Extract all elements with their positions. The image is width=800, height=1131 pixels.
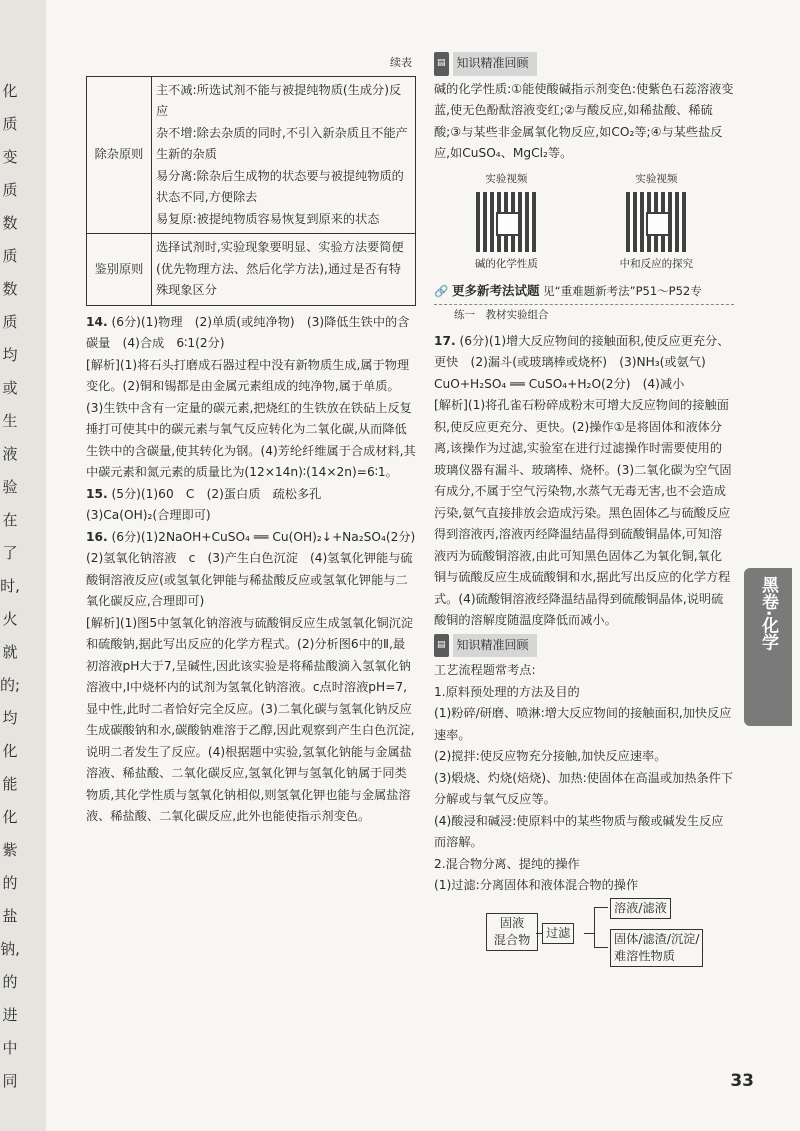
explanation-text: [解析](1)将孔雀石粉碎成粉末可增大反应物间的接触面积,使反应更充分、更快。(2)操作①是将固体和液体分离,该操作为过滤,实验室在进行过滤操作时需要使用的玻璃仪器有漏斗、玻璃棒、烧杯。(3)二氧化碳为空气固有成分,不属于空气污染物,水蒸气无毒无害,也不会造成污染,氨气直接排放会造成污染。黑色固体乙与硫酸反应得到溶液丙,溶液丙经降温结晶得到硫酸铜晶体,可知溶液丙为硫酸铜溶液,由此可知黑色固体乙为氧化铜,氧化铜与硫酸反应生成硫酸铜和水,据此写出反应的化学方程式。(4)硫酸铜溶液经降温结晶得到硫酸铜晶体,说明硫酸铜的溶解度随温度降低而减小。 (434, 398, 732, 627)
review-header (434, 52, 734, 76)
review-tag: 知识精准回顾 (453, 634, 537, 658)
process-title: 工艺流程题常考点: (434, 663, 536, 677)
flow-output-bottom: 固体/滤渣/沉淀/ 难溶性物质 (610, 929, 703, 967)
spine-char: 数 (2, 280, 18, 298)
answer-17 (434, 331, 734, 632)
review-icon: ▤ (434, 52, 449, 76)
spine-char: 就 (2, 643, 18, 661)
spine-char: 化 (2, 82, 18, 100)
qr-block[interactable] (620, 169, 694, 276)
flow-split-line (594, 907, 595, 947)
spine-char: 火 (2, 610, 18, 628)
qr-top-label: 实验视频 (635, 172, 678, 185)
list-item: (4)酸浸和碱浸:使原料中的某些物质与酸或碱发生反应而溶解。 (434, 813, 724, 849)
filtration-diagram (434, 900, 734, 965)
spine-char: 进 (2, 1006, 18, 1024)
qr-top-label: 实验视频 (485, 172, 528, 185)
spine-char: 质 (2, 181, 18, 199)
table-body-cell: 主不减:所选试剂不能与被提纯物质(生成分)反应 杂不增:除去杂质的同时,不引入新杂质且不能产生新的杂质 易分离:除杂后生成物的状态要与被提纯物质的状态不同,方便除去 易复原:被提纯物质容易恢复到原来的状态 (152, 76, 416, 234)
question-number: 17. (434, 333, 456, 348)
spine-char: 液 (2, 445, 18, 463)
review-header (434, 634, 734, 658)
qr-code-icon[interactable] (476, 192, 536, 252)
spine-char: 质 (2, 247, 18, 265)
more-subtitle: 练一 教材实验组合 (454, 309, 549, 321)
more-tests-line (434, 280, 734, 306)
spine-char: 了 (2, 544, 18, 562)
question-number: 15. (86, 486, 108, 501)
spine-char: 变 (2, 148, 18, 166)
spine-char: 在 (2, 511, 18, 529)
spine-char: 数 (2, 214, 18, 232)
flow-arrow (594, 947, 608, 948)
process-section-title: 2.混合物分离、提纯的操作 (434, 856, 580, 871)
flow-process-box: 过滤 (542, 923, 574, 944)
explanation-text: [解析](1)将石头打磨成石器过程中没有新物质生成,属于物理变化。(2)铜和锡都是由金属元素组成的纯净物,属于单质。(3)生铁中含有一定量的碳元素,把烧红的生铁放在铁砧上反复捶打可使其中的碳元素与氧气反应转化为二氧化碳,从而降低生铁中的含碳量,使其转化为钢。(4)芳纶纤维属于合成材料,其中碳元素和氮元素的质量比为(12×14n)∶(14×2n)=6∶1。 (86, 357, 416, 479)
list-item: (1)粉碎/研磨、喷淋:增大反应物间的接触面积,加快反应速率。 (434, 706, 732, 742)
side-tab-label: 黑卷·化学 (758, 576, 778, 651)
process-section-title: 1.原料预处理的方法及目的 (434, 684, 580, 699)
document-page (46, 0, 800, 1131)
flow-input-box: 固液 混合物 (486, 913, 538, 951)
spine-char: 化 (2, 742, 18, 760)
question-number: 14. (86, 314, 108, 329)
spine-char: 质 (2, 313, 18, 331)
answer-text: (6分)(1)物理 (2)单质(或纯净物) (3)降低生铁中的含碳量 (4)合成 6∶1(2分) (86, 314, 410, 350)
list-item: (3)煅烧、灼烧(焙烧)、加热:使固体在高温或加热条件下分解或与氧气反应等。 (434, 770, 734, 806)
continued-label: 续表 (390, 56, 412, 69)
list-item: (2)搅拌:使反应物充分接触,加快反应速率。 (434, 749, 667, 763)
answer-text: (6分)(1)增大反应物间的接触面积,使反应更充分、更快 (2)漏斗(或玻璃棒或烧杯) (3)NH₃(或氨气) CuO+H₂SO₄ ══ CuSO₄+H₂O(2分) (4)减小 (434, 333, 730, 391)
subject-side-tab (744, 568, 792, 726)
spine-char: 的; (0, 676, 21, 694)
table-body-cell: 选择试剂时,实验现象要明显、实验方法要简便(优先物理方法、然后化学方法),通过是否有特殊现象区分 (152, 234, 416, 306)
left-page-spine (0, 0, 47, 1131)
base-properties-text: 碱的化学性质:①能使酸碱指示剂变色:使紫色石蕊溶液变蓝,使无色酚酞溶液变红;②与酸反应,如稀盐酸、稀硫酸;③与某些非金属氧化物反应,如CO₂等;④与某些盐反应,如CuSO₄、MgCl₂等。 (434, 81, 734, 160)
spine-char: 盐 (2, 907, 18, 925)
answer-text: (5分)(1)60 C (2)蛋白质 疏松多孔 (3)Ca(OH)₂(合理即可) (86, 486, 334, 522)
more-ref: 见“重难题新考法”P51～P52专 (543, 283, 702, 298)
spine-char: 或 (2, 379, 18, 397)
review-icon: ▤ (434, 634, 449, 658)
flow-connector (584, 933, 594, 934)
table-row (87, 76, 416, 234)
list-item: (1)过滤:分离固体和液体混合物的操作 (434, 878, 639, 892)
spine-char: 紫 (2, 841, 18, 859)
principles-table (86, 76, 416, 306)
qr-block[interactable] (475, 169, 538, 276)
answer-15 (86, 484, 416, 527)
spine-char: 的 (2, 874, 18, 892)
spine-char: 均 (2, 346, 18, 364)
qr-bottom-label: 碱的化学性质 (474, 258, 538, 270)
question-number: 16. (86, 529, 108, 544)
qr-row (434, 169, 734, 276)
spine-char: 能 (2, 775, 18, 793)
spine-char: 中 (2, 1039, 18, 1057)
flow-output-top: 溶液/滤液 (610, 898, 671, 919)
spine-char: 时, (0, 577, 20, 595)
spine-char: 验 (2, 478, 18, 496)
spine-char: 质 (2, 115, 18, 133)
answer-16 (86, 527, 428, 828)
spine-char: 化 (2, 808, 18, 826)
explanation-text: [解析](1)图5中氢氧化钠溶液与硫酸铜反应生成氢氧化铜沉淀和硫酸钠,据此写出反应的化学方程式。(2)分析图6中的Ⅱ,最初溶液pH大于7,呈碱性,因此该实验是将稀盐酸滴入氢氧化钠溶液中,Ⅰ中烧杯内的试剂为氢氧化钠溶液。c点时溶液pH=7,显中性,此时二者恰好完全反应。(3)二氧化碳与氢氧化钠反应生成碳酸钠和水,碳酸钠难溶于乙醇,因此观察到产生白色沉淀,说明二者发生了反应。(4)根据题中实验,氢氧化钠能与金属盐溶液、稀盐酸、二氧化碳反应,氢氧化钾与氢氧化钠属于同类物质,其化学性质与氢氧化钠相似,则氢氧化钾也能与金属盐溶液、稀盐酸、二氧化碳反应,此外也能使指示剂变色。 (86, 615, 415, 823)
flow-arrow (594, 907, 608, 908)
table-row (87, 234, 416, 306)
page-number: 33 (730, 1071, 754, 1091)
spine-char: 同 (2, 1072, 18, 1090)
answer-text: (6分)(1)2NaOH+CuSO₄ ══ Cu(OH)₂↓+Na₂SO₄(2分) (2)氢氧化钠溶液 c (3)产生白色沉淀 (4)氢氧化钾能与硫酸铜溶液反应(或氢氧化钾能与稀盐酸反应或氢氧化钾能与二氧化碳反应,合理即可) (86, 529, 428, 608)
qr-bottom-label: 中和反应的探究 (619, 258, 694, 270)
more-title: 更多新考法试题 (451, 282, 540, 298)
spine-char: 的 (2, 973, 18, 991)
review-tag: 知识精准回顾 (453, 52, 537, 76)
right-column (434, 52, 734, 965)
table-head-cell: 鉴别原则 (87, 234, 152, 306)
qr-code-icon[interactable] (626, 192, 686, 252)
spine-char: 均 (2, 709, 18, 727)
table-head-cell: 除杂原则 (87, 76, 152, 234)
spine-char: 生 (2, 412, 18, 430)
left-column (86, 52, 428, 828)
answer-14 (86, 312, 416, 484)
link-icon: 🔗 (434, 283, 449, 298)
spine-char: 钠, (0, 940, 20, 958)
